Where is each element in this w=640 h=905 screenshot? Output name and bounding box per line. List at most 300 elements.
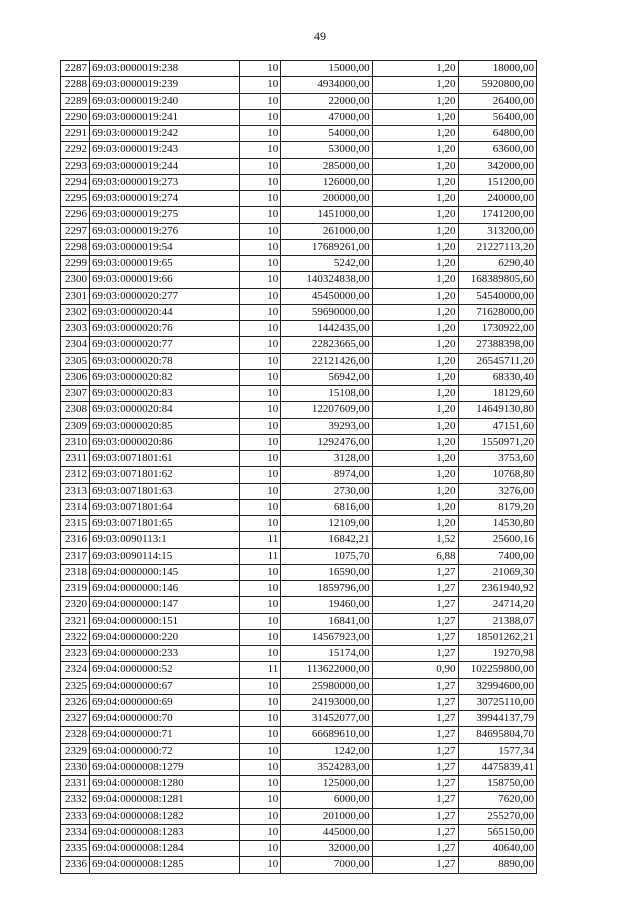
row-index: 2287: [61, 61, 90, 77]
value-cell: 1451000,00: [281, 207, 372, 223]
value-cell: 285000,00: [281, 158, 372, 174]
value-cell: 47000,00: [281, 109, 372, 125]
table-row: [61, 759, 537, 775]
result-cell: 21069,30: [458, 564, 536, 580]
coefficient-cell: 1,27: [372, 824, 458, 840]
table-row: [61, 288, 537, 304]
table-row: [61, 386, 537, 402]
coefficient-cell: 1,27: [372, 792, 458, 808]
table-row: [61, 581, 537, 597]
code-cell: 10: [240, 272, 281, 288]
cadastral-number: 69:04:0000000:69: [90, 694, 240, 710]
code-cell: 10: [240, 467, 281, 483]
cadastral-number: 69:03:0000019:66: [90, 272, 240, 288]
code-cell: 10: [240, 824, 281, 840]
result-cell: 24714,20: [458, 597, 536, 613]
value-cell: 39293,00: [281, 418, 372, 434]
coefficient-cell: 1,20: [372, 337, 458, 353]
code-cell: 10: [240, 126, 281, 142]
result-cell: 56400,00: [458, 109, 536, 125]
cadastral-number: 69:03:0090114:15: [90, 548, 240, 564]
code-cell: 10: [240, 174, 281, 190]
cadastral-number: 69:04:0000008:1283: [90, 824, 240, 840]
cadastral-number: 69:03:0000020:86: [90, 434, 240, 450]
result-cell: 7620,00: [458, 792, 536, 808]
row-index: 2329: [61, 743, 90, 759]
coefficient-cell: 1,20: [372, 191, 458, 207]
result-cell: 1730922,00: [458, 321, 536, 337]
code-cell: 10: [240, 369, 281, 385]
table-row: [61, 564, 537, 580]
result-cell: 1577,34: [458, 743, 536, 759]
cadastral-number: 69:03:0071801:62: [90, 467, 240, 483]
cadastral-number: 69:04:0000008:1281: [90, 792, 240, 808]
coefficient-cell: 1,20: [372, 467, 458, 483]
table-row: [61, 304, 537, 320]
cadastral-number: 69:03:0071801:61: [90, 451, 240, 467]
row-index: 2298: [61, 239, 90, 255]
code-cell: 11: [240, 532, 281, 548]
code-cell: 10: [240, 223, 281, 239]
result-cell: 4475839,41: [458, 759, 536, 775]
result-cell: 151200,00: [458, 174, 536, 190]
value-cell: 16841,00: [281, 613, 372, 629]
code-cell: 11: [240, 548, 281, 564]
cadastral-number: 69:04:0000000:67: [90, 678, 240, 694]
row-index: 2334: [61, 824, 90, 840]
value-cell: 22823665,00: [281, 337, 372, 353]
coefficient-cell: 1,27: [372, 581, 458, 597]
code-cell: 10: [240, 727, 281, 743]
value-cell: 15108,00: [281, 386, 372, 402]
value-cell: 4934000,00: [281, 77, 372, 93]
coefficient-cell: 1,27: [372, 776, 458, 792]
coefficient-cell: 1,20: [372, 158, 458, 174]
row-index: 2336: [61, 857, 90, 873]
row-index: 2305: [61, 353, 90, 369]
code-cell: 10: [240, 743, 281, 759]
cadastral-number: 69:04:0000008:1282: [90, 808, 240, 824]
row-index: 2297: [61, 223, 90, 239]
row-index: 2328: [61, 727, 90, 743]
table-row: [61, 418, 537, 434]
coefficient-cell: 0,90: [372, 662, 458, 678]
result-cell: 68330,40: [458, 369, 536, 385]
value-cell: 15174,00: [281, 646, 372, 662]
cadastral-number: 69:03:0071801:64: [90, 499, 240, 515]
value-cell: 12207609,00: [281, 402, 372, 418]
row-index: 2330: [61, 759, 90, 775]
row-index: 2292: [61, 142, 90, 158]
cadastral-number: 69:03:0000019:273: [90, 174, 240, 190]
table-row: [61, 321, 537, 337]
value-cell: 17689261,00: [281, 239, 372, 255]
result-cell: 47151,60: [458, 418, 536, 434]
cadastral-number: 69:04:0000008:1284: [90, 841, 240, 857]
table-row: [61, 353, 537, 369]
value-cell: 6000,00: [281, 792, 372, 808]
cadastral-number: 69:03:0000019:242: [90, 126, 240, 142]
coefficient-cell: 1,27: [372, 597, 458, 613]
result-cell: 27388398,00: [458, 337, 536, 353]
cadastral-number: 69:03:0000019:244: [90, 158, 240, 174]
value-cell: 14567923,00: [281, 629, 372, 645]
value-cell: 16590,00: [281, 564, 372, 580]
page-number: 49: [314, 29, 326, 43]
coefficient-cell: 1,20: [372, 483, 458, 499]
result-cell: 168389805,60: [458, 272, 536, 288]
cadastral-number: 69:03:0000019:240: [90, 93, 240, 109]
table-row: [61, 207, 537, 223]
value-cell: 1859796,00: [281, 581, 372, 597]
table-row: [61, 223, 537, 239]
code-cell: 10: [240, 288, 281, 304]
row-index: 2313: [61, 483, 90, 499]
cadastral-number: 69:04:0000000:233: [90, 646, 240, 662]
result-cell: 102259800,00: [458, 662, 536, 678]
value-cell: 16842,21: [281, 532, 372, 548]
code-cell: 10: [240, 808, 281, 824]
coefficient-cell: 1,27: [372, 759, 458, 775]
coefficient-cell: 1,27: [372, 727, 458, 743]
row-index: 2306: [61, 369, 90, 385]
result-cell: 21388,07: [458, 613, 536, 629]
value-cell: 126000,00: [281, 174, 372, 190]
coefficient-cell: 1,20: [372, 239, 458, 255]
coefficient-cell: 1,20: [372, 353, 458, 369]
row-index: 2294: [61, 174, 90, 190]
code-cell: 10: [240, 158, 281, 174]
coefficient-cell: 1,27: [372, 678, 458, 694]
code-cell: 10: [240, 93, 281, 109]
code-cell: 10: [240, 434, 281, 450]
value-cell: 6816,00: [281, 499, 372, 515]
row-index: 2315: [61, 516, 90, 532]
code-cell: 10: [240, 646, 281, 662]
table-row: [61, 402, 537, 418]
value-cell: 445000,00: [281, 824, 372, 840]
coefficient-cell: 1,20: [372, 174, 458, 190]
coefficient-cell: 1,27: [372, 841, 458, 857]
coefficient-cell: 1,27: [372, 564, 458, 580]
row-index: 2326: [61, 694, 90, 710]
value-cell: 56942,00: [281, 369, 372, 385]
value-cell: 66689610,00: [281, 727, 372, 743]
cadastral-number: 69:03:0000019:276: [90, 223, 240, 239]
code-cell: 10: [240, 61, 281, 77]
table-row: [61, 256, 537, 272]
result-cell: 40640,00: [458, 841, 536, 857]
cadastral-number: 69:04:0000000:72: [90, 743, 240, 759]
value-cell: 3524283,00: [281, 759, 372, 775]
result-cell: 18129,60: [458, 386, 536, 402]
row-index: 2309: [61, 418, 90, 434]
cadastral-number: 69:03:0000020:84: [90, 402, 240, 418]
value-cell: 54000,00: [281, 126, 372, 142]
value-cell: 200000,00: [281, 191, 372, 207]
row-index: 2296: [61, 207, 90, 223]
value-cell: 125000,00: [281, 776, 372, 792]
result-cell: 26400,00: [458, 93, 536, 109]
table-body: [61, 61, 537, 874]
coefficient-cell: 1,27: [372, 646, 458, 662]
coefficient-cell: 1,20: [372, 272, 458, 288]
cadastral-number: 69:03:0000020:76: [90, 321, 240, 337]
table-row: [61, 191, 537, 207]
table-row: [61, 109, 537, 125]
result-cell: 64800,00: [458, 126, 536, 142]
table-row: [61, 499, 537, 515]
row-index: 2319: [61, 581, 90, 597]
coefficient-cell: 1,20: [372, 451, 458, 467]
row-index: 2311: [61, 451, 90, 467]
cadastral-number: 69:03:0000019:241: [90, 109, 240, 125]
cadastral-number: 69:03:0000020:82: [90, 369, 240, 385]
cadastral-number: 69:04:0000000:147: [90, 597, 240, 613]
result-cell: 7400,00: [458, 548, 536, 564]
cadastral-number: 69:04:0000000:70: [90, 711, 240, 727]
code-cell: 11: [240, 662, 281, 678]
cadastral-number: 69:03:0000019:275: [90, 207, 240, 223]
cadastral-number: 69:04:0000000:220: [90, 629, 240, 645]
table-row: [61, 662, 537, 678]
result-cell: 240000,00: [458, 191, 536, 207]
code-cell: 10: [240, 516, 281, 532]
value-cell: 201000,00: [281, 808, 372, 824]
cadastral-number: 69:03:0000020:78: [90, 353, 240, 369]
result-cell: 19270,98: [458, 646, 536, 662]
row-index: 2335: [61, 841, 90, 857]
cadastral-number: 69:03:0000019:239: [90, 77, 240, 93]
table-row: [61, 77, 537, 93]
table-row: [61, 776, 537, 792]
row-index: 2316: [61, 532, 90, 548]
table-row: [61, 824, 537, 840]
code-cell: 10: [240, 191, 281, 207]
row-index: 2307: [61, 386, 90, 402]
table-row: [61, 483, 537, 499]
coefficient-cell: 1,20: [372, 499, 458, 515]
cadastral-number: 69:03:0000019:274: [90, 191, 240, 207]
value-cell: 1242,00: [281, 743, 372, 759]
table-row: [61, 808, 537, 824]
result-cell: 26545711,20: [458, 353, 536, 369]
row-index: 2314: [61, 499, 90, 515]
result-cell: 54540000,00: [458, 288, 536, 304]
cadastral-number: 69:03:0000020:85: [90, 418, 240, 434]
coefficient-cell: 1,20: [372, 321, 458, 337]
code-cell: 10: [240, 694, 281, 710]
coefficient-cell: 1,27: [372, 808, 458, 824]
result-cell: 18000,00: [458, 61, 536, 77]
row-index: 2312: [61, 467, 90, 483]
row-index: 2289: [61, 93, 90, 109]
table-row: [61, 646, 537, 662]
result-cell: 8890,00: [458, 857, 536, 873]
coefficient-cell: 1,20: [372, 304, 458, 320]
value-cell: 1292476,00: [281, 434, 372, 450]
row-index: 2300: [61, 272, 90, 288]
value-cell: 59690000,00: [281, 304, 372, 320]
result-cell: 255270,00: [458, 808, 536, 824]
code-cell: 10: [240, 402, 281, 418]
row-index: 2295: [61, 191, 90, 207]
row-index: 2332: [61, 792, 90, 808]
result-cell: 313200,00: [458, 223, 536, 239]
row-index: 2290: [61, 109, 90, 125]
code-cell: 10: [240, 564, 281, 580]
value-cell: 3128,00: [281, 451, 372, 467]
result-cell: 2361940,92: [458, 581, 536, 597]
value-cell: 113622000,00: [281, 662, 372, 678]
table-row: [61, 93, 537, 109]
row-index: 2331: [61, 776, 90, 792]
code-cell: 10: [240, 451, 281, 467]
table-row: [61, 337, 537, 353]
row-index: 2302: [61, 304, 90, 320]
code-cell: 10: [240, 304, 281, 320]
cadastral-number: 69:04:0000008:1279: [90, 759, 240, 775]
table-row: [61, 451, 537, 467]
table-row: [61, 694, 537, 710]
coefficient-cell: 1,20: [372, 256, 458, 272]
row-index: 2308: [61, 402, 90, 418]
table-row: [61, 369, 537, 385]
table-row: [61, 158, 537, 174]
cadastral-number: 69:04:0000008:1285: [90, 857, 240, 873]
coefficient-cell: 1,27: [372, 711, 458, 727]
code-cell: 10: [240, 321, 281, 337]
coefficient-cell: 1,20: [372, 61, 458, 77]
table-row: [61, 239, 537, 255]
code-cell: 10: [240, 256, 281, 272]
cadastral-number: 69:04:0000000:145: [90, 564, 240, 580]
value-cell: 31452077,00: [281, 711, 372, 727]
code-cell: 10: [240, 142, 281, 158]
code-cell: 10: [240, 759, 281, 775]
cadastral-number: 69:04:0000000:52: [90, 662, 240, 678]
result-cell: 25600,16: [458, 532, 536, 548]
cadastral-number: 69:03:0000019:243: [90, 142, 240, 158]
result-cell: 63600,00: [458, 142, 536, 158]
code-cell: 10: [240, 581, 281, 597]
code-cell: 10: [240, 841, 281, 857]
cadastral-number: 69:04:0000000:71: [90, 727, 240, 743]
result-cell: 18501262,21: [458, 629, 536, 645]
cadastral-number: 69:03:0071801:63: [90, 483, 240, 499]
cadastral-number: 69:04:0000000:151: [90, 613, 240, 629]
table-row: [61, 678, 537, 694]
row-index: 2321: [61, 613, 90, 629]
table-row: [61, 711, 537, 727]
table-row: [61, 857, 537, 873]
cadastral-number: 69:03:0071801:65: [90, 516, 240, 532]
code-cell: 10: [240, 418, 281, 434]
table-row: [61, 743, 537, 759]
row-index: 2288: [61, 77, 90, 93]
coefficient-cell: 1,20: [372, 109, 458, 125]
value-cell: 140324838,00: [281, 272, 372, 288]
cadastral-number: 69:03:0000020:77: [90, 337, 240, 353]
table-row: [61, 629, 537, 645]
code-cell: 10: [240, 857, 281, 873]
value-cell: 15000,00: [281, 61, 372, 77]
code-cell: 10: [240, 386, 281, 402]
row-index: 2323: [61, 646, 90, 662]
table-row: [61, 532, 537, 548]
coefficient-cell: 1,20: [372, 142, 458, 158]
row-index: 2293: [61, 158, 90, 174]
code-cell: 10: [240, 776, 281, 792]
row-index: 2299: [61, 256, 90, 272]
table-row: [61, 272, 537, 288]
code-cell: 10: [240, 353, 281, 369]
value-cell: 5242,00: [281, 256, 372, 272]
value-cell: 261000,00: [281, 223, 372, 239]
row-index: 2303: [61, 321, 90, 337]
coefficient-cell: 1,20: [372, 386, 458, 402]
value-cell: 1442435,00: [281, 321, 372, 337]
code-cell: 10: [240, 483, 281, 499]
code-cell: 10: [240, 109, 281, 125]
cadastral-number: 69:04:0000008:1280: [90, 776, 240, 792]
row-index: 2327: [61, 711, 90, 727]
value-cell: 19460,00: [281, 597, 372, 613]
value-cell: 22121426,00: [281, 353, 372, 369]
row-index: 2325: [61, 678, 90, 694]
result-cell: 14649130,80: [458, 402, 536, 418]
coefficient-cell: 1,20: [372, 434, 458, 450]
coefficient-cell: 1,27: [372, 857, 458, 873]
row-index: 2333: [61, 808, 90, 824]
result-cell: 342000,00: [458, 158, 536, 174]
code-cell: 10: [240, 711, 281, 727]
row-index: 2291: [61, 126, 90, 142]
table-row: [61, 434, 537, 450]
cadastral-number: 69:03:0000020:277: [90, 288, 240, 304]
table-row: [61, 61, 537, 77]
value-cell: 32000,00: [281, 841, 372, 857]
cadastral-number: 69:03:0000020:44: [90, 304, 240, 320]
result-cell: 158750,00: [458, 776, 536, 792]
coefficient-cell: 1,20: [372, 93, 458, 109]
coefficient-cell: 1,20: [372, 369, 458, 385]
row-index: 2310: [61, 434, 90, 450]
coefficient-cell: 1,27: [372, 694, 458, 710]
table-row: [61, 126, 537, 142]
coefficient-cell: 1,20: [372, 126, 458, 142]
coefficient-cell: 1,20: [372, 288, 458, 304]
result-cell: 6290,40: [458, 256, 536, 272]
coefficient-cell: 1,20: [372, 402, 458, 418]
row-index: 2301: [61, 288, 90, 304]
value-cell: 1075,70: [281, 548, 372, 564]
result-cell: 30725110,00: [458, 694, 536, 710]
coefficient-cell: 1,52: [372, 532, 458, 548]
cadastral-number: 69:03:0000019:238: [90, 61, 240, 77]
data-table: [60, 60, 537, 874]
value-cell: 25980000,00: [281, 678, 372, 694]
result-cell: 71628000,00: [458, 304, 536, 320]
code-cell: 10: [240, 597, 281, 613]
table-row: [61, 727, 537, 743]
coefficient-cell: 1,27: [372, 629, 458, 645]
table-row: [61, 467, 537, 483]
code-cell: 10: [240, 77, 281, 93]
value-cell: 8974,00: [281, 467, 372, 483]
row-index: 2320: [61, 597, 90, 613]
table-row: [61, 792, 537, 808]
